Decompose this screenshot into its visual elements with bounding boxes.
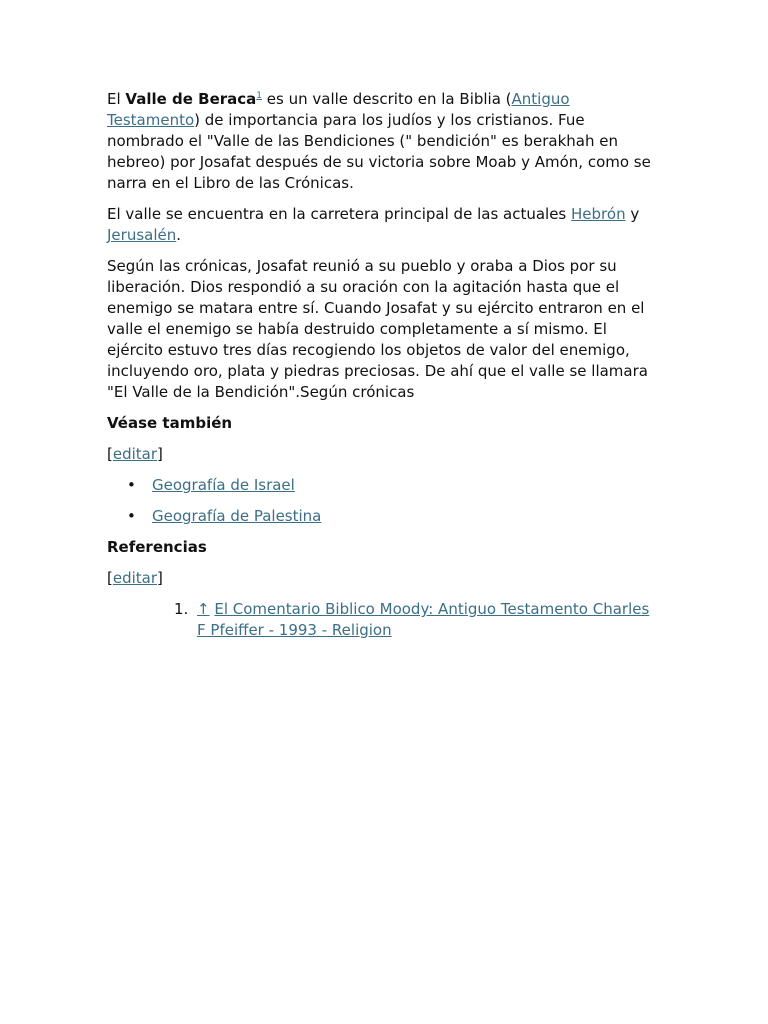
see-also-heading: Véase también (107, 414, 233, 432)
article-body (107, 89, 662, 641)
references-heading: Referencias (107, 538, 207, 556)
references-list (107, 599, 662, 641)
bullet-icon: • (127, 476, 136, 494)
intro-paragraph-3: Según las crónicas, Josafat reunió a su pueblo y oraba a Dios por su liberación. Dios respondió a su oración con la agitación hasta que el enemigo se matara entre sí. Cuando Josafat y su ejército entraron en el valle el enemigo se había destruido completamente a sí mismo. El ejército estuvo tres días recogiendo los objetos de valor del enemigo, incluyendo oro, plata y piedras preciosas. De ahí que el valle se llamara "El Valle de la Bendición".Según crónicas (107, 257, 648, 401)
see-also-list (107, 475, 662, 527)
list-item (107, 506, 662, 527)
intro-paragraph-1 (107, 89, 662, 194)
location-period: . (176, 226, 182, 244)
footnote-link[interactable]: 1 (256, 91, 263, 101)
references-edit (107, 568, 662, 589)
intro-text-start: El (107, 90, 126, 108)
location-text: El valle se encuentra en la carretera principal de las actuales (107, 205, 572, 223)
location-conjunction: y (625, 205, 640, 223)
link-geografia-palestina[interactable]: Geografía de Palestina (152, 507, 322, 525)
see-also-edit-link[interactable]: editar (112, 445, 158, 463)
list-item (107, 475, 662, 496)
see-also-edit (107, 444, 662, 465)
edit-bracket-open: [ (107, 445, 113, 463)
bullet-icon: • (127, 507, 136, 525)
back-arrow-icon[interactable]: ↑ (197, 600, 210, 618)
article-title-bold: Valle de Beraca (125, 90, 257, 108)
intro-text-after-sup: es un valle descrito en la Biblia ( (262, 90, 512, 108)
link-jerusalen[interactable]: Jerusalén (107, 226, 177, 244)
edit-bracket-close: ] (157, 569, 163, 587)
link-geografia-israel[interactable]: Geografía de Israel (152, 476, 295, 494)
reference-number: 1. (174, 600, 189, 618)
reference-item (107, 599, 662, 641)
link-hebron[interactable]: Hebrón (571, 205, 626, 223)
link-antiguo-testamento[interactable]: Antiguo Testamento (107, 90, 570, 129)
edit-bracket-close: ] (157, 445, 163, 463)
intro-paragraph-2 (107, 204, 662, 246)
edit-bracket-open: [ (107, 569, 113, 587)
references-edit-link[interactable]: editar (112, 569, 158, 587)
intro-text-rest: ) de importancia para los judíos y los cristianos. Fue nombrado el "Valle de las Bendiciones (" bendición" es berakhah en hebreo) por Josafat después de su victoria sobre Moab y Amón, como se narra en el Libro de las Crónicas. (107, 111, 651, 192)
reference-link[interactable]: El Comentario Biblico Moody: Antiguo Testamento Charles F Pfeiffer - 1993 - Religion (197, 600, 650, 639)
